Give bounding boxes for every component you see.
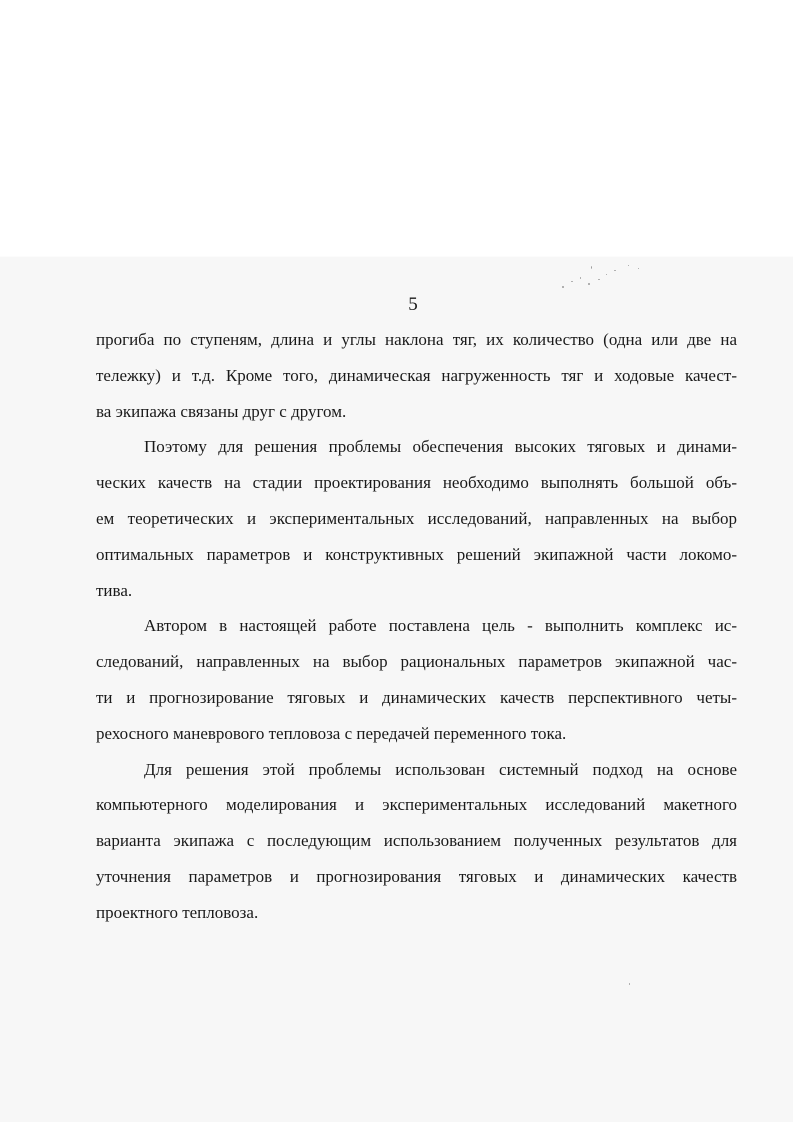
text-line: оптимальных параметров и конструктивных решений экипажной части локомо- <box>96 544 737 564</box>
text-line: тележку) и т.д. Кроме того, динамическая нагруженность тяг и ходовые качест- <box>96 365 737 385</box>
text-line: ем теоретических и экспериментальных исследований, направленных на выбор <box>96 508 737 528</box>
text-line: Для решения этой проблемы использован системный подход на основе <box>144 759 737 779</box>
body-text <box>96 322 737 931</box>
text-line: ти и прогнозирование тяговых и динамических качеств перспективного четы- <box>96 687 737 707</box>
text-line: ва экипажа связаны друг с другом. <box>96 401 347 421</box>
text-line: варианта экипажа с последующим использованием полученных результатов для <box>96 831 737 851</box>
text-line: Поэтому для решения проблемы обеспечения высоких тяговых и динами- <box>144 437 737 457</box>
text-line: прогиба по ступеням, длина и углы наклона тяг, их количество (одна или две на <box>96 330 737 349</box>
text-line: уточнения параметров и прогнозирования тяговых и динамических качеств <box>96 866 737 886</box>
text-line: ческих качеств на стадии проектирования необходимо выполнять большой объ- <box>96 473 737 493</box>
text-line: Автором в настоящей работе поставлена цель - выполнить комплекс ис- <box>144 616 737 636</box>
page-number: 5 <box>408 294 418 315</box>
text-line: проектного тепловоза. <box>96 902 259 922</box>
text-line: рехосного маневрового тепловоза с передачей переменного тока. <box>96 723 567 743</box>
text-line: компьютерного моделирования и экспериментальных исследований макетного <box>96 795 737 815</box>
text-line: тива. <box>96 580 133 600</box>
text-line: следований, направленных на выбор рациональных параметров экипажной час- <box>96 652 737 672</box>
